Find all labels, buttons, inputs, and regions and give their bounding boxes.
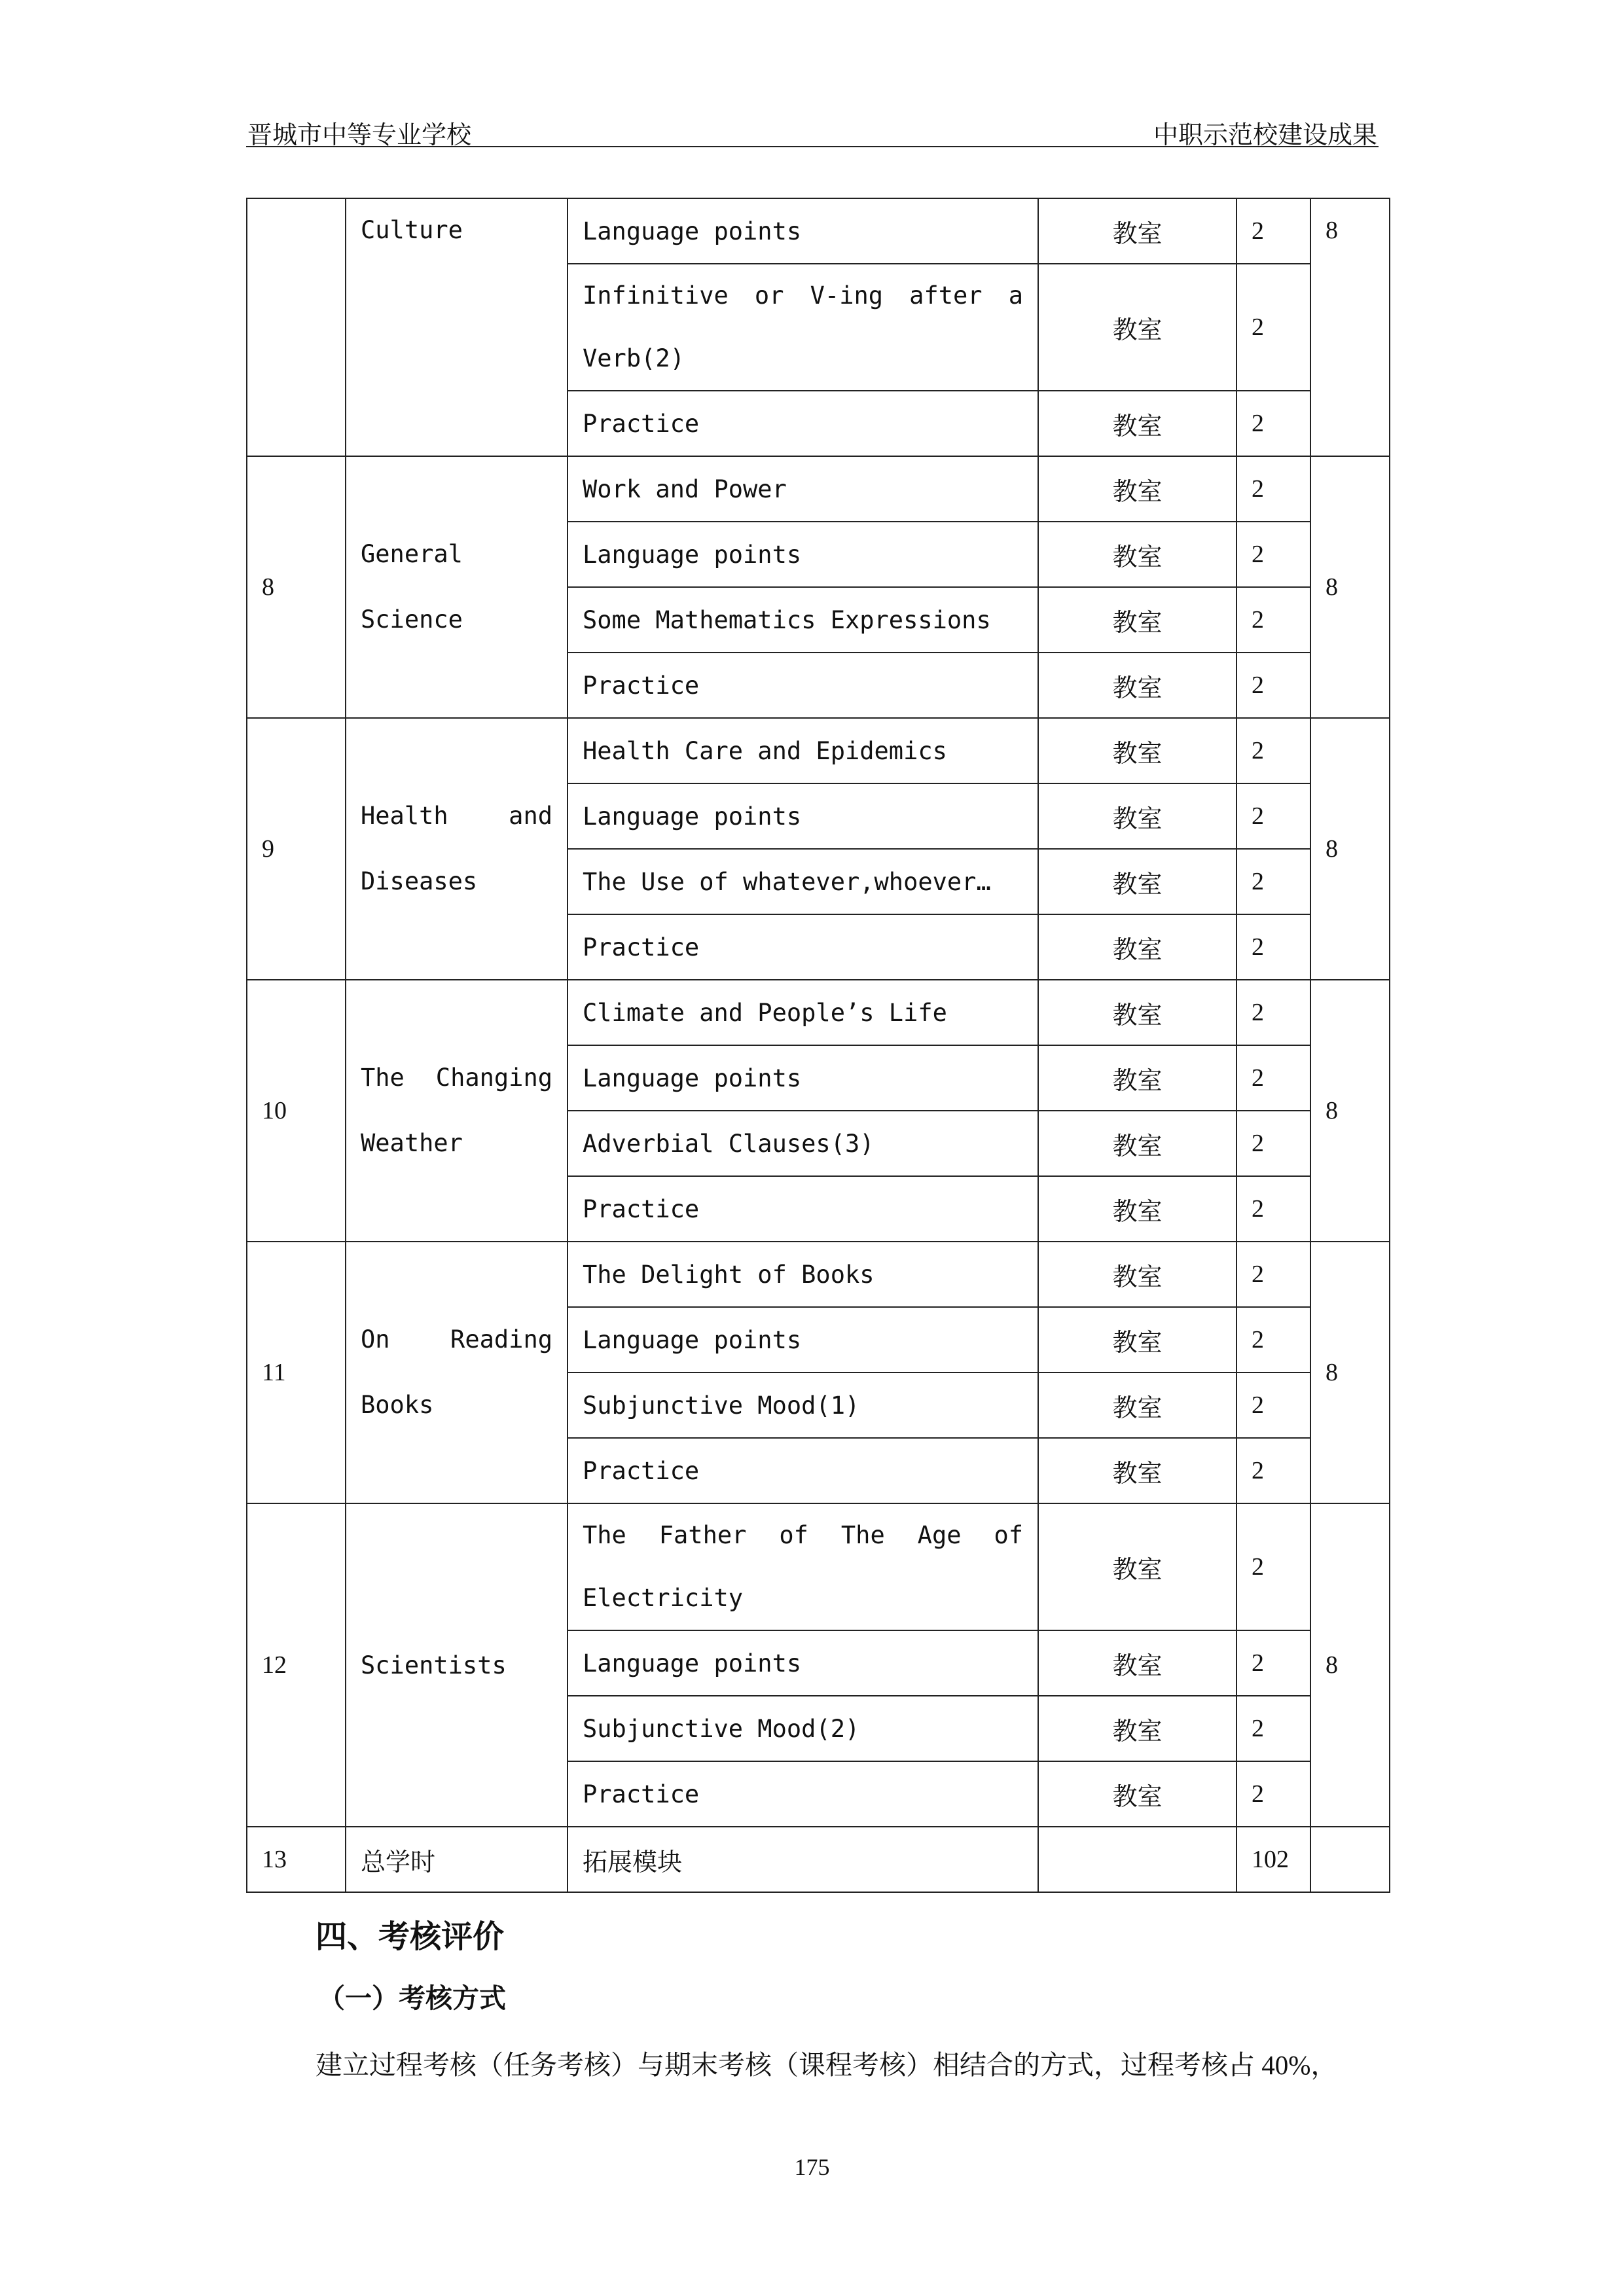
- unit-number-cell: 12: [247, 1503, 346, 1827]
- unit-title-cell: General Science: [346, 456, 568, 718]
- unit-number-cell: 9: [247, 718, 346, 980]
- total-number-cell: 13: [247, 1827, 346, 1892]
- lesson-topic-cell: Climate and People’s Life: [568, 980, 1038, 1045]
- unit-title-cell: On Reading Books: [346, 1242, 568, 1503]
- unit-title-cell: Scientists: [346, 1503, 568, 1827]
- lesson-topic-cell: The Delight of Books: [568, 1242, 1038, 1307]
- lesson-room-cell: 教室: [1038, 914, 1236, 980]
- lesson-topic-cell: Practice: [568, 914, 1038, 980]
- lesson-topic-cell: Some Mathematics Expressions: [568, 587, 1038, 653]
- table-row: [247, 718, 1390, 783]
- lesson-period-cell: 2: [1236, 849, 1310, 914]
- lesson-period-cell: 2: [1236, 980, 1310, 1045]
- lesson-room-cell: 教室: [1038, 1630, 1236, 1696]
- header-school-name: 晋城市中等专业学校: [247, 122, 472, 149]
- table-row: [247, 980, 1390, 1045]
- lesson-topic-cell: Practice: [568, 653, 1038, 718]
- lesson-topic-cell: Practice: [568, 1438, 1038, 1503]
- lesson-room-cell: 教室: [1038, 522, 1236, 587]
- lesson-period-cell: 2: [1236, 1372, 1310, 1438]
- lesson-room-cell: 教室: [1038, 653, 1236, 718]
- total-topic-cell: 拓展模块: [568, 1827, 1038, 1892]
- lesson-topic-cell: Work and Power: [568, 456, 1038, 522]
- subsection-heading: （一）考核方式: [318, 1983, 506, 2013]
- section-heading: 四、考核评价: [316, 1920, 505, 1954]
- lesson-room-cell: 教室: [1038, 849, 1236, 914]
- lesson-topic-cell: Practice: [568, 1176, 1038, 1242]
- lesson-room-cell: 教室: [1038, 198, 1236, 264]
- lesson-room-cell: 教室: [1038, 980, 1236, 1045]
- unit-hours-cell: 8: [1310, 198, 1390, 456]
- lesson-period-cell: 2: [1236, 198, 1310, 264]
- lesson-topic-cell: The Father of The Age of Electricity: [568, 1503, 1038, 1630]
- unit-number-cell: [247, 198, 346, 456]
- lesson-topic-cell: Infinitive or V-ing after a Verb(2): [568, 264, 1038, 391]
- lesson-room-cell: 教室: [1038, 1045, 1236, 1111]
- lesson-topic-cell: Language points: [568, 522, 1038, 587]
- lesson-room-cell: 教室: [1038, 1111, 1236, 1176]
- lesson-period-cell: 2: [1236, 1242, 1310, 1307]
- lesson-topic-cell: Subjunctive Mood(2): [568, 1696, 1038, 1761]
- lesson-topic-cell: Practice: [568, 391, 1038, 456]
- total-hours-cell: [1310, 1827, 1390, 1892]
- lesson-period-cell: 2: [1236, 391, 1310, 456]
- unit-hours-cell: 8: [1310, 456, 1390, 718]
- unit-number-cell: 8: [247, 456, 346, 718]
- lesson-period-cell: 2: [1236, 456, 1310, 522]
- lesson-period-cell: 2: [1236, 1438, 1310, 1503]
- lesson-room-cell: 教室: [1038, 1503, 1236, 1630]
- lesson-room-cell: 教室: [1038, 1242, 1236, 1307]
- lesson-topic-cell: Subjunctive Mood(1): [568, 1372, 1038, 1438]
- lesson-topic-cell: Language points: [568, 1045, 1038, 1111]
- lesson-topic-cell: The Use of whatever,whoever…: [568, 849, 1038, 914]
- lesson-room-cell: 教室: [1038, 1761, 1236, 1827]
- lesson-topic-cell: Language points: [568, 198, 1038, 264]
- table-row: [247, 198, 1390, 264]
- unit-hours-cell: 8: [1310, 1503, 1390, 1827]
- unit-number-cell: 10: [247, 980, 346, 1242]
- lesson-topic-cell: Language points: [568, 783, 1038, 849]
- table-row: [247, 1242, 1390, 1307]
- total-room-cell: [1038, 1827, 1236, 1892]
- lesson-room-cell: 教室: [1038, 456, 1236, 522]
- lesson-period-cell: 2: [1236, 1307, 1310, 1372]
- lesson-room-cell: 教室: [1038, 783, 1236, 849]
- lesson-period-cell: 2: [1236, 1630, 1310, 1696]
- lesson-period-cell: 2: [1236, 264, 1310, 391]
- total-title-cell: 总学时: [346, 1827, 568, 1892]
- lesson-period-cell: 2: [1236, 914, 1310, 980]
- lesson-room-cell: 教室: [1038, 1307, 1236, 1372]
- lesson-period-cell: 2: [1236, 1503, 1310, 1630]
- unit-title-cell: Health and Diseases: [346, 718, 568, 980]
- course-schedule-table: [246, 198, 1390, 1893]
- unit-number-cell: 11: [247, 1242, 346, 1503]
- body-paragraph: 建立过程考核（任务考核）与期末考核（课程考核）相结合的方式，过程考核占 40%，: [316, 2050, 1338, 2080]
- table-body: [247, 198, 1390, 1892]
- page-header: [246, 115, 1379, 147]
- unit-hours-cell: 8: [1310, 980, 1390, 1242]
- table-row: [247, 456, 1390, 522]
- lesson-topic-cell: Language points: [568, 1630, 1038, 1696]
- lesson-topic-cell: Practice: [568, 1761, 1038, 1827]
- lesson-room-cell: 教室: [1038, 264, 1236, 391]
- unit-hours-cell: 8: [1310, 718, 1390, 980]
- lesson-topic-cell: Health Care and Epidemics: [568, 718, 1038, 783]
- lesson-room-cell: 教室: [1038, 1696, 1236, 1761]
- lesson-topic-cell: Language points: [568, 1307, 1038, 1372]
- lesson-period-cell: 2: [1236, 1761, 1310, 1827]
- lesson-period-cell: 2: [1236, 587, 1310, 653]
- unit-title-cell: The Changing Weather: [346, 980, 568, 1242]
- lesson-room-cell: 教室: [1038, 391, 1236, 456]
- lesson-period-cell: 2: [1236, 653, 1310, 718]
- total-period-cell: 102: [1236, 1827, 1310, 1892]
- lesson-topic-cell: Adverbial Clauses(3): [568, 1111, 1038, 1176]
- lesson-room-cell: 教室: [1038, 1372, 1236, 1438]
- lesson-room-cell: 教室: [1038, 587, 1236, 653]
- lesson-period-cell: 2: [1236, 1696, 1310, 1761]
- unit-title-cell: Culture: [346, 198, 568, 456]
- lesson-period-cell: 2: [1236, 522, 1310, 587]
- lesson-period-cell: 2: [1236, 1176, 1310, 1242]
- header-document-title: 中职示范校建设成果: [1153, 122, 1377, 149]
- page-number: 175: [794, 2154, 830, 2180]
- lesson-period-cell: 2: [1236, 1111, 1310, 1176]
- lesson-room-cell: 教室: [1038, 1176, 1236, 1242]
- lesson-room-cell: 教室: [1038, 1438, 1236, 1503]
- unit-hours-cell: 8: [1310, 1242, 1390, 1503]
- lesson-period-cell: 2: [1236, 783, 1310, 849]
- lesson-period-cell: 2: [1236, 1045, 1310, 1111]
- lesson-period-cell: 2: [1236, 718, 1310, 783]
- lesson-room-cell: 教室: [1038, 718, 1236, 783]
- table-total-row: [247, 1827, 1390, 1892]
